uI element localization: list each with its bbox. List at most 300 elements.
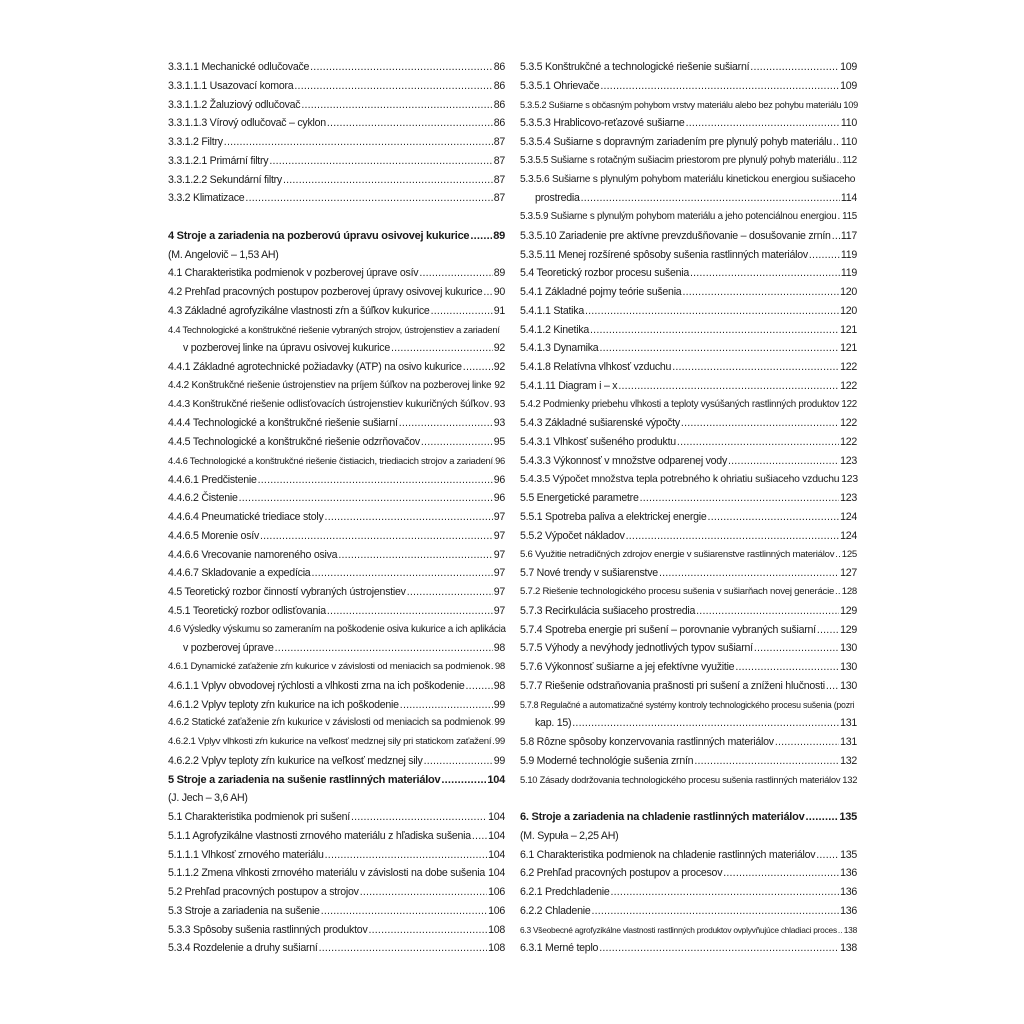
toc-entry-title: 5.3 Stroje a zariadenia na sušenie bbox=[168, 904, 320, 917]
toc-page-number: 109 bbox=[843, 99, 858, 110]
toc-entry-row bbox=[520, 489, 857, 508]
toc-leader-dots bbox=[686, 114, 840, 133]
toc-entry-title: 4.6.2 Statické zaťaženie zŕn kukurice v závislosti od meniacich sa podmienok bbox=[168, 717, 491, 729]
toc-leader-dots bbox=[486, 864, 487, 883]
toc-leader-dots bbox=[816, 846, 839, 865]
toc-entry[interactable] bbox=[520, 339, 857, 358]
toc-entry-title: 5.4.1.2 Kinetika bbox=[520, 323, 590, 336]
toc-entry-title: 5.10 Zásady dodržovania technologického procesu sušenia rastlinných materiálov bbox=[520, 773, 841, 785]
toc-entry-row bbox=[168, 808, 505, 827]
toc-entry[interactable] bbox=[520, 864, 857, 883]
toc-entry[interactable] bbox=[520, 564, 857, 583]
toc-entry-title: 5.5 Energetické parametre bbox=[520, 492, 639, 505]
toc-entry-row bbox=[168, 414, 505, 433]
toc-entry[interactable] bbox=[520, 452, 857, 471]
toc-leader-dots bbox=[407, 583, 493, 602]
toc-leader-dots bbox=[360, 883, 487, 902]
toc-leader-dots bbox=[659, 564, 839, 583]
toc-entry[interactable] bbox=[520, 602, 857, 621]
toc-leader-dots bbox=[611, 883, 840, 902]
toc-entry-title: 5.3.5.5 Sušiarne s rotačným sušiacim priestorom pre plynulý pohyb materiálu bbox=[520, 154, 836, 166]
toc-leader-dots bbox=[817, 621, 839, 640]
toc-entry-title: 4 Stroje a zariadenia na pozberovú úpravu osivovej kukurice bbox=[168, 229, 470, 242]
toc-entry-row bbox=[520, 546, 857, 565]
toc-page-number: 115 bbox=[842, 211, 857, 222]
toc-entry-title: 4.4.6 Technologické a konštrukčné riešenie čistiacich, triediacich strojov a zariadení bbox=[168, 454, 493, 466]
toc-page-number: 97 bbox=[493, 567, 505, 580]
toc-entry-row bbox=[168, 864, 505, 883]
toc-entry-title: 3.3.1.1.3 Vírový odlučovač – cyklon bbox=[168, 117, 326, 130]
toc-entry-row bbox=[168, 58, 505, 77]
toc-author-line: (M. Angelovič – 1,53 AH) bbox=[168, 248, 279, 261]
toc-entry[interactable] bbox=[168, 808, 505, 827]
toc-leader-dots bbox=[351, 808, 487, 827]
toc-entry-title: 5.4.1.11 Diagram i – x bbox=[520, 379, 618, 392]
toc-leader-dots bbox=[472, 827, 487, 846]
toc-entry[interactable] bbox=[520, 358, 857, 377]
toc-entry[interactable] bbox=[168, 621, 505, 659]
toc-entry[interactable] bbox=[520, 414, 857, 433]
toc-entry[interactable] bbox=[168, 189, 505, 208]
toc-leader-dots bbox=[269, 152, 492, 171]
toc-entry[interactable] bbox=[520, 171, 857, 209]
toc-entry[interactable] bbox=[168, 658, 505, 677]
toc-entry-row bbox=[168, 658, 505, 677]
toc-page-number: 106 bbox=[488, 886, 505, 898]
toc-entry[interactable] bbox=[520, 583, 857, 602]
toc-entry[interactable] bbox=[168, 133, 505, 152]
toc-entry-row bbox=[520, 677, 857, 696]
toc-entry[interactable] bbox=[168, 114, 505, 133]
toc-page-number: 99 bbox=[493, 698, 505, 711]
toc-entry-title: 3.3.1.2.2 Sekundární filtry bbox=[168, 173, 282, 186]
toc-page-number: 86 bbox=[493, 98, 505, 111]
toc-entry-title: 5.3.5 Konštrukčné a technologické riešenie sušiarní bbox=[520, 61, 750, 73]
toc-entry-title: 5.3.5.4 Sušiarne s dopravným zariadením pre plynulý pohyb materiálu bbox=[520, 136, 832, 148]
toc-entry-title: 5.3.5.11 Menej rozšírené spôsoby sušenia rastlinných materiálov bbox=[520, 248, 808, 261]
toc-entry[interactable] bbox=[168, 921, 505, 940]
toc-entry[interactable] bbox=[168, 902, 505, 921]
toc-entry[interactable] bbox=[168, 733, 505, 752]
toc-leader-dots bbox=[833, 133, 840, 152]
toc-entry[interactable] bbox=[168, 846, 505, 865]
toc-entry-title: 5.4.3.3 Výkonnosť v množstve odparenej vody bbox=[520, 454, 727, 467]
toc-entry[interactable] bbox=[520, 621, 857, 640]
toc-entry-title: prostredia bbox=[535, 192, 580, 205]
toc-entry[interactable] bbox=[520, 264, 857, 283]
toc-entry-title: 4.6.2.2 Vplyv teploty zŕn kukurice na veľkosť medznej sily bbox=[168, 754, 423, 767]
toc-entry-row bbox=[520, 808, 857, 827]
toc-entry-title: 5.7.2 Riešenie technologického procesu sušenia v sušiarňach novej generácie bbox=[520, 586, 835, 597]
toc-leader-dots bbox=[750, 58, 839, 77]
toc-entry[interactable] bbox=[168, 508, 505, 527]
toc-page-number: 93 bbox=[493, 398, 505, 410]
toc-entry-title: 5.1.1.1 Vlhkosť zrnového materiálu bbox=[168, 848, 324, 861]
toc-entry-row bbox=[168, 902, 505, 921]
toc-entry-title: 5.7.7 Riešenie odstraňovania prašnosti pri sušení a zníženi hlučnosti bbox=[520, 679, 825, 692]
toc-entry-row bbox=[168, 602, 505, 621]
toc-entry-row bbox=[520, 377, 857, 396]
toc-entry[interactable] bbox=[168, 58, 505, 77]
toc-page-number: 136 bbox=[840, 904, 857, 917]
toc-entry-title: 4.4.6.2 Čistenie bbox=[168, 492, 238, 505]
toc-page-number: 122 bbox=[840, 361, 857, 373]
toc-entry-title: 4.4.5 Technologické a konštrukčné riešenie odzrňovačov bbox=[168, 436, 420, 448]
toc-entry[interactable] bbox=[168, 696, 505, 715]
toc-leader-dots bbox=[283, 171, 493, 190]
toc-entry[interactable] bbox=[520, 696, 857, 734]
toc-page-number: 108 bbox=[488, 942, 505, 955]
toc-page-number: 92 bbox=[494, 379, 505, 391]
toc-entry[interactable] bbox=[520, 921, 857, 940]
toc-page-number: 130 bbox=[840, 679, 857, 692]
toc-page-number: 93 bbox=[493, 417, 505, 430]
toc-entry-row bbox=[520, 189, 857, 208]
toc-entry-title: 5.7.5 Výhody a nevýhody jednotlivých typov sušiarní bbox=[520, 642, 753, 655]
toc-entry-row bbox=[520, 846, 857, 865]
toc-entry[interactable] bbox=[520, 677, 857, 696]
toc-entry-row bbox=[520, 264, 857, 283]
toc-entry-row bbox=[520, 227, 857, 246]
toc-entry-row bbox=[520, 77, 857, 96]
toc-entry-row bbox=[520, 96, 857, 115]
toc-entry[interactable] bbox=[168, 433, 505, 452]
toc-page-number: 119 bbox=[840, 248, 857, 261]
toc-leader-dots bbox=[690, 264, 840, 283]
toc-entry[interactable] bbox=[168, 827, 505, 846]
toc-page-number: 97 bbox=[493, 586, 505, 598]
toc-entry-title: 4.2 Prehľad pracovných postupov pozberovej úpravy osivovej kukurice bbox=[168, 286, 483, 298]
toc-page-number: 87 bbox=[493, 154, 505, 167]
toc-leader-dots bbox=[424, 752, 493, 771]
toc-entry-title: 3.3.1.1.2 Žaluziový odlučovač bbox=[168, 98, 301, 111]
toc-entry-title: 5.3.5.9 Sušiarne s plynulým pohybom materiálu a jeho potenciálnou energiou bbox=[520, 211, 837, 222]
toc-page-number: 122 bbox=[840, 379, 857, 392]
toc-entry-row bbox=[168, 583, 505, 602]
toc-entry-row bbox=[168, 752, 505, 771]
toc-entry[interactable] bbox=[520, 846, 857, 865]
toc-entry-title: 5.7.3 Recirkulácia sušiaceho prostredia bbox=[520, 604, 696, 617]
toc-entry-title: 5.5.1 Spotreba paliva a elektrickej energie bbox=[520, 511, 707, 523]
toc-leader-dots bbox=[492, 714, 494, 733]
toc-page-number: 96 bbox=[493, 492, 505, 505]
toc-entry-title: 4.6.1 Dynamické zaťaženie zŕn kukurice v závislosti od meniacich sa podmienok bbox=[168, 661, 490, 672]
toc-entry[interactable] bbox=[520, 77, 857, 96]
toc-entry[interactable] bbox=[168, 714, 505, 733]
toc-page-number: 89 bbox=[493, 229, 505, 242]
toc-entry-title: 6.2.1 Predchladenie bbox=[520, 886, 610, 898]
toc-entry-row bbox=[168, 489, 505, 508]
toc-entry-row bbox=[520, 471, 857, 490]
toc-page-number: 95 bbox=[493, 436, 505, 448]
toc-leader-dots bbox=[809, 246, 840, 265]
toc-entry[interactable] bbox=[520, 321, 857, 340]
toc-entry-row bbox=[520, 414, 857, 433]
toc-right-column bbox=[520, 58, 857, 958]
toc-entry[interactable] bbox=[168, 471, 505, 490]
toc-entry-row bbox=[168, 264, 505, 283]
toc-entry-row bbox=[168, 714, 505, 733]
toc-page-number: 138 bbox=[840, 942, 857, 955]
toc-entry[interactable] bbox=[520, 114, 857, 133]
toc-entry-title: 5.4.3.5 Výpočet množstva tepla potrebného k ohriatiu sušiaceho vzduchu bbox=[520, 473, 840, 485]
toc-entry-title: kap. 15) bbox=[535, 717, 572, 730]
toc-page-number: 96 bbox=[493, 473, 505, 486]
toc-entry[interactable] bbox=[168, 358, 505, 377]
toc-leader-dots bbox=[599, 339, 839, 358]
toc-leader-dots bbox=[590, 321, 839, 340]
toc-entry-row bbox=[520, 114, 857, 133]
toc-entry[interactable] bbox=[168, 883, 505, 902]
toc-entry[interactable] bbox=[520, 302, 857, 321]
toc-entry-title: 6. Stroje a zariadenia na chladenie rastlinných materiálov bbox=[520, 811, 805, 823]
toc-page-number: 98 bbox=[493, 679, 505, 692]
toc-entry[interactable] bbox=[520, 489, 857, 508]
toc-page-number: 87 bbox=[493, 173, 505, 186]
toc-entry[interactable] bbox=[168, 546, 505, 565]
toc-entry[interactable] bbox=[168, 377, 505, 396]
toc-entry[interactable] bbox=[520, 902, 857, 921]
toc-leader-dots bbox=[239, 489, 493, 508]
toc-leader-dots bbox=[466, 677, 493, 696]
toc-entry-title: 6.3 Všeobecné agrofyzikálne vlastnosti rastlinných produktov ovplyvňujúce chladiaci proces bbox=[520, 924, 837, 935]
toc-leader-dots bbox=[338, 546, 492, 565]
toc-page-number: 104 bbox=[488, 829, 505, 842]
toc-entry[interactable] bbox=[520, 939, 857, 958]
toc-page-number: 109 bbox=[840, 61, 857, 73]
toc-page-number: 135 bbox=[840, 848, 857, 861]
toc-entry-row bbox=[168, 189, 505, 208]
toc-entry[interactable] bbox=[520, 433, 857, 452]
toc-entry-row bbox=[520, 939, 857, 958]
toc-entry-row bbox=[520, 208, 857, 227]
toc-leader-dots bbox=[599, 939, 839, 958]
toc-page-number: 117 bbox=[840, 229, 857, 242]
toc-entry-title: 5.4.3.1 Vlhkosť sušeného produktu bbox=[520, 436, 676, 448]
toc-entry[interactable] bbox=[520, 752, 857, 771]
toc-page-number: 114 bbox=[840, 192, 857, 205]
toc-entry-title: 6.3.1 Merné teplo bbox=[520, 942, 599, 955]
toc-entry-title: 6.2.2 Chladenie bbox=[520, 904, 591, 917]
toc-entry-row bbox=[520, 58, 857, 77]
toc-entry-row bbox=[168, 639, 505, 658]
toc-page-number: 119 bbox=[840, 267, 857, 280]
toc-page-number: 124 bbox=[840, 529, 857, 542]
toc-entry[interactable] bbox=[520, 508, 857, 527]
toc-entry-row bbox=[168, 771, 505, 790]
toc-entry[interactable] bbox=[168, 939, 505, 958]
toc-entry[interactable] bbox=[168, 96, 505, 115]
toc-page-number: 98 bbox=[493, 642, 505, 655]
toc-entry[interactable] bbox=[168, 414, 505, 433]
toc-entry-title: 4.3 Základné agrofyzikálne vlastnosti zŕn a šúľkov kukurice bbox=[168, 304, 430, 317]
toc-page-number: 92 bbox=[493, 361, 505, 373]
toc-entry-title: 3.3.1.1.1 Usazovací komora bbox=[168, 79, 294, 92]
toc-entry[interactable] bbox=[168, 321, 505, 359]
toc-leader-dots bbox=[708, 508, 840, 527]
toc-entry-row bbox=[520, 564, 857, 583]
toc-entry-row bbox=[520, 508, 857, 527]
toc-leader-dots bbox=[294, 77, 492, 96]
toc-entry-row bbox=[168, 96, 505, 115]
toc-page-number: 130 bbox=[840, 661, 857, 673]
toc-entry-row bbox=[168, 339, 505, 358]
toc-page-number: 136 bbox=[840, 886, 857, 898]
toc-entry-title: 6.1 Charakteristika podmienok na chladenie rastlinných materiálov bbox=[520, 848, 816, 861]
toc-leader-dots bbox=[600, 77, 839, 96]
toc-entry[interactable] bbox=[520, 246, 857, 265]
toc-entry-title: 5.4.2 Podmienky priebehu vlhkosti a teploty vysúšaných rastlinných produktov bbox=[520, 398, 840, 410]
toc-entry[interactable] bbox=[168, 77, 505, 96]
toc-entry[interactable] bbox=[168, 283, 505, 302]
toc-entry[interactable] bbox=[520, 546, 857, 565]
toc-entry[interactable] bbox=[520, 527, 857, 546]
toc-entry[interactable] bbox=[168, 302, 505, 321]
toc-chapter-heading[interactable] bbox=[168, 771, 505, 790]
toc-leader-dots bbox=[492, 733, 494, 752]
toc-page-number: 99 bbox=[494, 717, 505, 729]
toc-entry[interactable] bbox=[520, 733, 857, 752]
toc-entry-title: 5.3.3 Spôsoby sušenia rastlinných produktov bbox=[168, 923, 368, 936]
toc-leader-dots bbox=[369, 921, 488, 940]
toc-entry[interactable] bbox=[520, 283, 857, 302]
toc-entry-row bbox=[168, 471, 505, 490]
toc-leader-dots bbox=[492, 377, 493, 396]
toc-entry-title: 4.4.2 Konštrukčné riešenie ústrojenstiev na príjem šúľkov na pozberovej linke bbox=[168, 379, 492, 391]
toc-entry-title: 3.3.1.2.1 Primární filtry bbox=[168, 154, 269, 167]
toc-leader-dots bbox=[321, 902, 487, 921]
toc-entry[interactable] bbox=[520, 471, 857, 490]
toc-entry[interactable] bbox=[520, 771, 857, 790]
toc-leader-dots bbox=[618, 377, 839, 396]
toc-chapter-heading[interactable] bbox=[168, 227, 505, 246]
toc-entry-row bbox=[520, 396, 857, 415]
toc-entry[interactable] bbox=[520, 227, 857, 246]
toc-entry-title: 5.4.3 Základné sušiarenské výpočty bbox=[520, 417, 680, 430]
toc-entry-row bbox=[168, 883, 505, 902]
toc-entry-row bbox=[520, 883, 857, 902]
toc-author-line: (M. Sypuła – 2,25 AH) bbox=[520, 829, 619, 842]
toc-entry-row bbox=[168, 433, 505, 452]
toc-entry-row bbox=[520, 433, 857, 452]
toc-entry-title: 5.3.5.10 Zariadenie pre aktívne prevzdušňovanie – dosušovanie zrnín bbox=[520, 229, 831, 242]
toc-leader-dots bbox=[431, 302, 493, 321]
toc-leader-dots bbox=[572, 714, 839, 733]
toc-entry[interactable] bbox=[520, 639, 857, 658]
toc-entry-title: 4.4.6.6 Vrecovanie namoreného osiva bbox=[168, 548, 338, 561]
toc-entry[interactable] bbox=[168, 452, 505, 471]
toc-page-number: 110 bbox=[840, 117, 857, 130]
toc-page-number: 123 bbox=[840, 492, 857, 505]
toc-entry[interactable] bbox=[520, 377, 857, 396]
toc-entry[interactable] bbox=[520, 396, 857, 415]
toc-entry-title: 5.4.1 Základné pojmy teórie sušenia bbox=[520, 286, 682, 298]
toc-entry-title-line1: 4.6 Výsledky výskumu so zameraním na poškodenie osiva kukurice a ich aplikácia bbox=[168, 623, 506, 635]
toc-entry-row bbox=[168, 564, 505, 583]
toc-entry-title: 5.7.4 Spotreba energie pri sušení – porovnanie vybraných sušiarní bbox=[520, 623, 816, 636]
toc-entry[interactable] bbox=[520, 883, 857, 902]
toc-page-number: 97 bbox=[493, 511, 505, 523]
toc-page-number: 89 bbox=[493, 267, 505, 280]
toc-page-number: 123 bbox=[841, 473, 858, 485]
toc-entry-row bbox=[520, 152, 857, 171]
toc-page-number: 92 bbox=[493, 342, 505, 355]
toc-entry[interactable] bbox=[168, 864, 505, 883]
toc-leader-dots bbox=[325, 508, 493, 527]
toc-entry[interactable] bbox=[168, 564, 505, 583]
toc-page-number: 108 bbox=[488, 923, 505, 936]
toc-entry-row bbox=[520, 321, 857, 340]
toc-entry[interactable] bbox=[168, 527, 505, 546]
toc-entry-row bbox=[520, 621, 857, 640]
toc-entry-row bbox=[520, 902, 857, 921]
toc-entry[interactable] bbox=[168, 583, 505, 602]
toc-entry-row bbox=[520, 583, 857, 602]
toc-entry[interactable] bbox=[520, 96, 857, 115]
toc-entry-title: 4.4.6.1 Predčistenie bbox=[168, 473, 257, 486]
toc-page-number: 99 bbox=[494, 736, 505, 747]
toc-entry[interactable] bbox=[168, 152, 505, 171]
toc-entry[interactable] bbox=[168, 396, 505, 415]
toc-entry[interactable] bbox=[520, 58, 857, 77]
toc-page-number: 138 bbox=[843, 924, 857, 935]
toc-entry-title: 5.3.4 Rozdelenie a druhy sušiarní bbox=[168, 942, 318, 955]
toc-entry[interactable] bbox=[520, 133, 857, 152]
toc-page-number: 97 bbox=[493, 548, 505, 561]
toc-leader-dots bbox=[419, 264, 492, 283]
toc-entry[interactable] bbox=[168, 677, 505, 696]
toc-entry-row bbox=[520, 602, 857, 621]
toc-entry[interactable] bbox=[168, 602, 505, 621]
toc-page-number: 98 bbox=[494, 661, 505, 672]
toc-entry-title: 4.4.6.4 Pneumatické triediace stoly bbox=[168, 511, 324, 523]
toc-entry-row bbox=[168, 733, 505, 752]
toc-entry[interactable] bbox=[520, 152, 857, 171]
toc-chapter-heading[interactable] bbox=[520, 808, 857, 827]
toc-page-number: 123 bbox=[840, 454, 857, 467]
toc-entry-row bbox=[520, 339, 857, 358]
toc-page-number: 90 bbox=[493, 286, 505, 298]
toc-leader-dots bbox=[301, 96, 492, 115]
toc-entry-title: 4.4.1 Základné agrotechnické požiadavky (ATP) na osivo kukurice bbox=[168, 361, 462, 373]
toc-entry[interactable] bbox=[168, 264, 505, 283]
toc-entry-row bbox=[168, 152, 505, 171]
toc-entry[interactable] bbox=[520, 208, 857, 227]
toc-entry-title: 5.1.1.2 Zmena vlhkosti zrnového materiálu v závislosti na dobe sušenia bbox=[168, 867, 485, 880]
toc-entry-row bbox=[520, 752, 857, 771]
toc-entry-title: 5.7 Nové trendy v sušiarenstve bbox=[520, 567, 658, 580]
toc-leader-dots bbox=[694, 752, 839, 771]
toc-entry[interactable] bbox=[168, 752, 505, 771]
toc-entry-row bbox=[520, 658, 857, 677]
toc-entry-title: 4.6.1.1 Vplyv obvodovej rýchlosti a vlhkosti zrna na ich poškodenie bbox=[168, 679, 465, 692]
toc-page-number: 104 bbox=[488, 867, 505, 880]
toc-page-number: 132 bbox=[842, 773, 858, 785]
toc-leader-dots bbox=[400, 696, 493, 715]
toc-entry-title: 5.4 Teoretický rozbor procesu sušenia bbox=[520, 267, 689, 280]
toc-leader-dots bbox=[327, 114, 493, 133]
toc-entry[interactable] bbox=[168, 489, 505, 508]
toc-page-number: 122 bbox=[841, 398, 857, 410]
toc-entry-title: 4.5 Teoretický rozbor činností vybraných ústrojenstiev bbox=[168, 586, 406, 598]
toc-entry[interactable] bbox=[520, 658, 857, 677]
toc-page-number: 87 bbox=[493, 136, 505, 148]
toc-entry-row bbox=[520, 921, 857, 940]
toc-page-number: 104 bbox=[488, 848, 505, 861]
toc-entry[interactable] bbox=[168, 171, 505, 190]
toc-entry-row bbox=[168, 921, 505, 940]
toc-leader-dots bbox=[591, 902, 839, 921]
